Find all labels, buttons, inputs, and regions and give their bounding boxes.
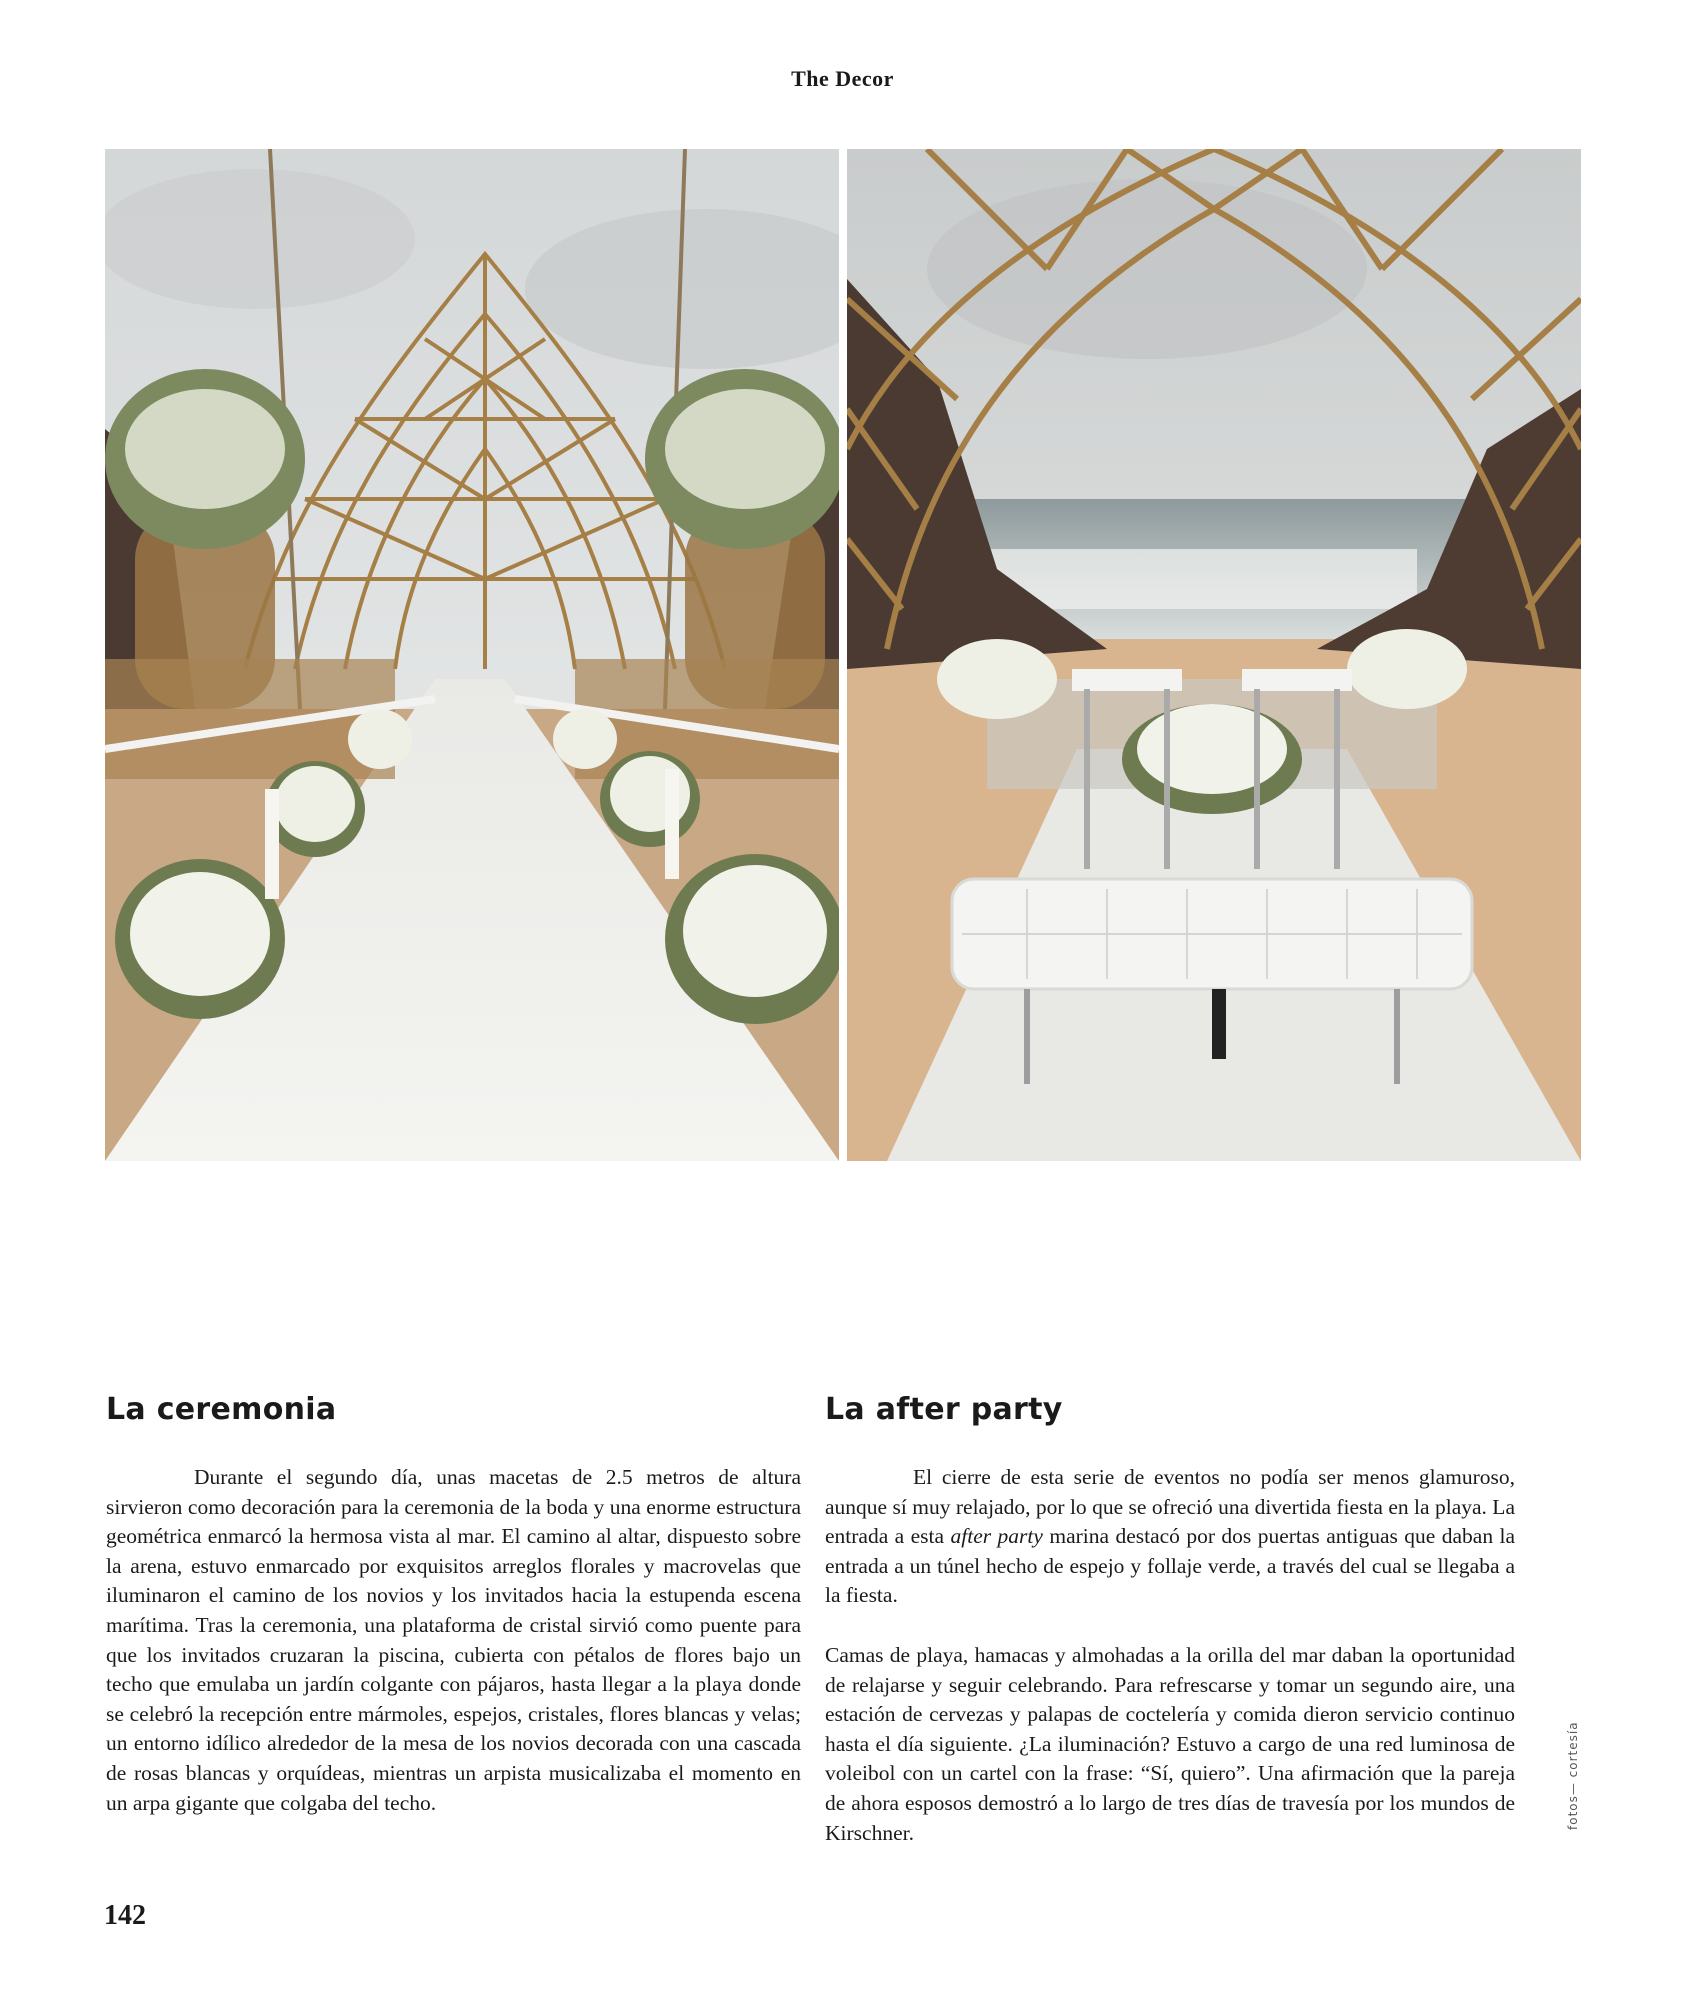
after-party-paragraph-2: Camas de playa, hamacas y almohadas a la orilla del mar daban la oportunidad de relajarse y seguir celebrando. Para refrescarse y tomar un segundo aire, una estación de cervezas y palapas de coctelería y comida dieron servicio continuo hasta el día siguiente. ¿La iluminación? Estuvo a cargo de una red luminosa de voleibol con un cartel con la frase: “Sí, quiero”. Una afirmación que la pareja de ahora esposos demostró a lo largo de tres días de travesía por los mundos de Kirschner. <box>825 1642 1515 1845</box>
after-party-paragraph-1 <box>825 1463 1515 1611</box>
ceremony-article <box>106 1392 801 1818</box>
ceremony-paragraph: Durante el segundo día, unas macetas de 2.5 metros de altura sirvieron como decoración para la ceremonia de la boda y una enorme estructura geométrica enmarcó la hermosa vista al mar. El camino al altar, dispuesto sobre la arena, estuvo enmarcado por exquisitos arreglos florales y macrovelas que iluminaron el camino de los novios y los invitados hacia la estupenda escena marítima. Tras la ceremonia, una plataforma de cristal sirvió como puente para que los invitados cruzaran la piscina, cubierta con pétalos de flores bajo un techo que emulaba un jardín colgante con pájaros, hasta llegar a la playa donde se celebró la recepción entre mármoles, espejos, cristales, flores blancas y velas; un entorno idílico alrededor de la mesa de los novios decorada con una cascada de rosas blancas y orquídeas, mientras un arpista musicalizaba el momento en un arpa gigante que colgaba del techo. <box>106 1465 801 1815</box>
after-party-article <box>825 1392 1515 1848</box>
altar-photo <box>847 149 1581 1161</box>
aisle-photo <box>105 149 839 1161</box>
after-party-heading: La after party <box>825 1392 1063 1427</box>
after-party-p1-end: marina destacó por dos puertas antiguas que daban la entrada a un túnel hecho de espejo y follaje verde, a través del cual se llegaba a la fiesta. <box>825 1524 1516 1608</box>
section-title: The Decor <box>791 66 894 91</box>
page-number: 142 <box>104 1900 146 1931</box>
aisle-photo-illustration <box>105 149 839 1161</box>
after-party-p1-italic: after party <box>950 1524 1043 1549</box>
altar-photo-illustration <box>847 149 1581 1161</box>
photo-credit: fotos— cortesía <box>1566 1721 1580 1830</box>
ceremony-heading: La ceremonia <box>106 1392 337 1427</box>
after-party-p1-start: El cierre de esta serie de eventos no podía ser menos glamuroso, aunque sí muy relajado, por lo que se ofreció una divertida fiesta en la playa. La entrada a esta <box>825 1465 1515 1549</box>
